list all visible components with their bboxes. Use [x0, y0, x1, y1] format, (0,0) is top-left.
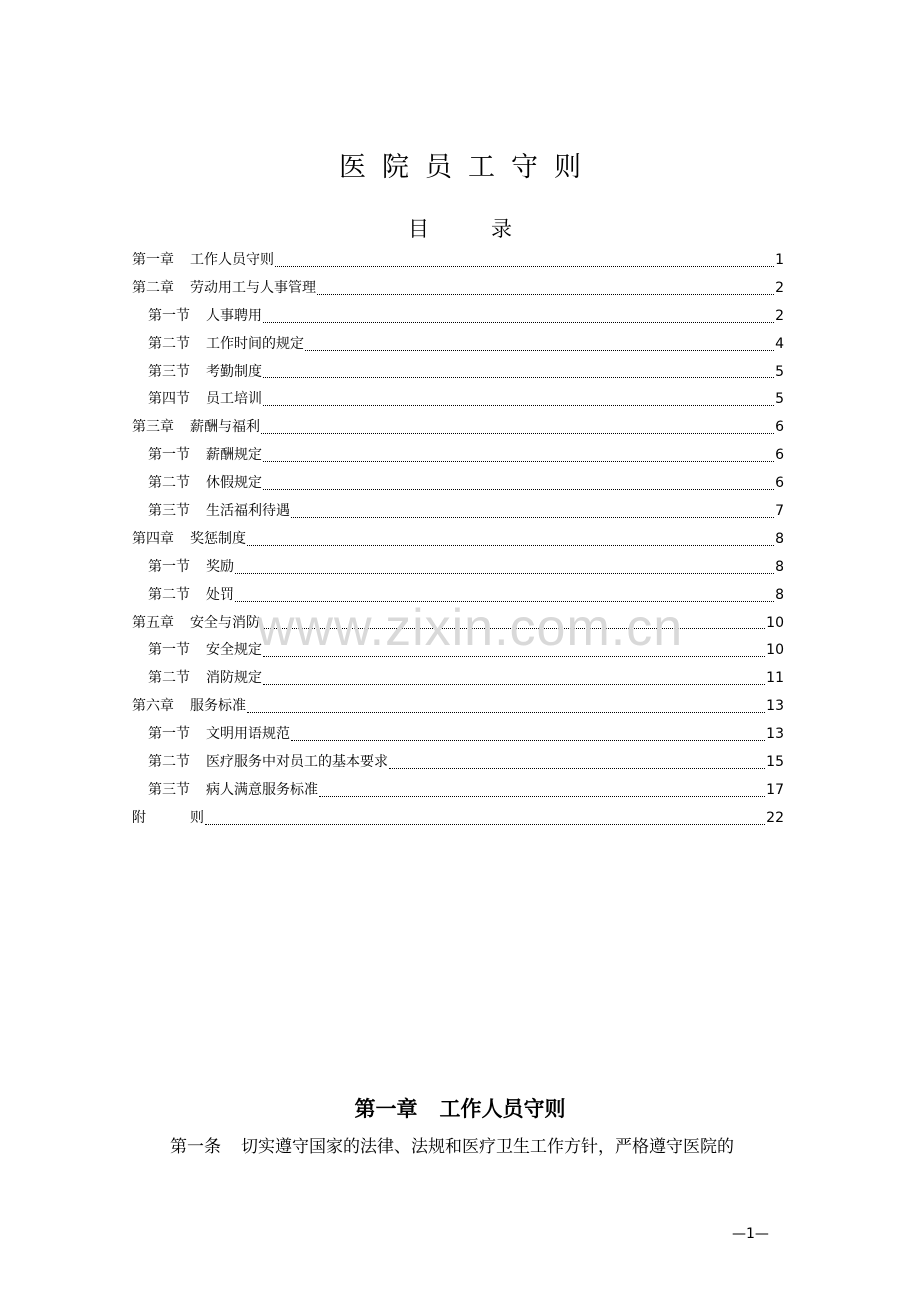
page-number: —1—: [732, 1226, 769, 1242]
toc-entry-page: 6: [775, 419, 784, 436]
toc-entry[interactable]: [132, 441, 784, 469]
toc-entry-title: 处罚: [206, 586, 234, 603]
toc-entry-page: 8: [775, 586, 784, 603]
toc-entry-number: 第一节: [148, 307, 190, 324]
toc-entry[interactable]: [132, 692, 784, 720]
toc-entry-number: 第三节: [148, 363, 190, 380]
toc-leader-dots: [247, 711, 765, 713]
toc-leader-dots: [263, 404, 774, 406]
toc-entry-number: 附: [132, 809, 174, 826]
toc-heading: 目录: [408, 217, 574, 241]
toc-entry-title: 奖惩制度: [190, 530, 246, 547]
toc-entry-title: 工作人员守则: [190, 251, 274, 268]
toc-entry-page: 7: [775, 502, 784, 519]
toc-entry-page: 15: [766, 753, 784, 770]
toc-entry-title: 安全规定: [206, 642, 262, 659]
toc-entry-page: 10: [766, 614, 784, 631]
toc-entry-page: 11: [766, 670, 784, 687]
toc-entry[interactable]: [132, 720, 784, 748]
toc-entry-number: 第一节: [148, 726, 190, 743]
toc-entry-number: 第五章: [132, 614, 174, 631]
toc-leader-dots: [235, 600, 774, 602]
toc-leader-dots: [263, 321, 774, 323]
toc-entry-number: 第三节: [148, 781, 190, 798]
toc-entry-number: 第六章: [132, 698, 174, 715]
toc-entry-page: 6: [775, 447, 784, 464]
article-number: 第一条: [170, 1137, 221, 1157]
toc-entry-page: 6: [775, 475, 784, 492]
toc-entry-page: 8: [775, 530, 784, 547]
toc-entry[interactable]: [132, 609, 784, 637]
chapter-name: 工作人员守则: [439, 1097, 566, 1121]
toc-entry-page: 10: [766, 642, 784, 659]
toc-entry[interactable]: [132, 246, 784, 274]
toc-leader-dots: [263, 488, 774, 490]
toc-leader-dots: [317, 293, 774, 295]
toc-entry-title: 病人满意服务标准: [206, 781, 318, 798]
toc-entry-title: 安全与消防: [190, 614, 260, 631]
toc-leader-dots: [319, 795, 765, 797]
toc-entry[interactable]: [132, 358, 784, 386]
article-text: 切实遵守国家的法律、法规和医疗卫生工作方针，严格遵守医院的: [241, 1137, 734, 1157]
toc-entry-number: 第三节: [148, 502, 190, 519]
toc-entry-number: 第一节: [148, 558, 190, 575]
toc-entry-title: 薪酬与福利: [190, 419, 260, 436]
toc-entry-title: 考勤制度: [206, 363, 262, 380]
toc-entry[interactable]: [132, 385, 784, 413]
toc-entry-title: 文明用语规范: [206, 726, 290, 743]
toc-entry[interactable]: [132, 274, 784, 302]
toc-entry-number: 第二章: [132, 279, 174, 296]
toc-entry-title: 员工培训: [206, 391, 262, 408]
toc-entry-page: 2: [775, 307, 784, 324]
toc-entry[interactable]: [132, 553, 784, 581]
toc-leader-dots: [263, 683, 765, 685]
toc-entry[interactable]: [132, 302, 784, 330]
toc-entry-page: 5: [775, 363, 784, 380]
toc-entry-title: 休假规定: [206, 475, 262, 492]
toc-entry-title: 人事聘用: [206, 307, 262, 324]
toc-entry[interactable]: [132, 664, 784, 692]
toc-entry[interactable]: [132, 636, 784, 664]
toc-leader-dots: [275, 265, 774, 267]
toc-entry-title: 消防规定: [206, 670, 262, 687]
toc-entry-number: 第二节: [148, 475, 190, 492]
toc-entry-page: 2: [775, 279, 784, 296]
toc-entry-title: 则: [190, 809, 204, 826]
toc-entry-title: 薪酬规定: [206, 447, 262, 464]
toc-entry-title: 医疗服务中对员工的基本要求: [206, 753, 388, 770]
toc-leader-dots: [235, 572, 774, 574]
toc-leader-dots: [263, 655, 765, 657]
toc-entry-number: 第二节: [148, 753, 190, 770]
toc-entry-page: 13: [766, 726, 784, 743]
chapter-title: [0, 1093, 920, 1123]
toc-entry-number: 第二节: [148, 335, 190, 352]
toc-entry[interactable]: [132, 525, 784, 553]
toc-entry[interactable]: [132, 748, 784, 776]
toc-entry[interactable]: [132, 330, 784, 358]
toc-leader-dots: [205, 823, 765, 825]
toc-entry-number: 第一节: [148, 447, 190, 464]
toc-entry-page: 5: [775, 391, 784, 408]
toc-entry-page: 4: [775, 335, 784, 352]
toc-entry-page: 8: [775, 558, 784, 575]
toc-entry-page: 13: [766, 698, 784, 715]
toc-entry-title: 生活福利待遇: [206, 502, 290, 519]
toc-entry-number: 第一节: [148, 642, 190, 659]
toc-entry-page: 1: [775, 251, 784, 268]
toc-entry[interactable]: [132, 776, 784, 804]
toc-entry[interactable]: [132, 497, 784, 525]
watermark: www.zixin.com.cn: [256, 599, 684, 657]
toc-entry[interactable]: [132, 413, 784, 441]
toc-entry-number: 第二节: [148, 670, 190, 687]
toc-entry-number: 第三章: [132, 419, 174, 436]
document-title: 医院员工守则: [339, 152, 597, 183]
toc-entry-title: 服务标准: [190, 698, 246, 715]
chapter-number: 第一章: [354, 1097, 418, 1121]
table-of-contents: [132, 246, 784, 832]
toc-leader-dots: [291, 516, 774, 518]
toc-entry-page: 22: [766, 809, 784, 826]
toc-entry-page: 17: [766, 781, 784, 798]
toc-leader-dots: [261, 432, 774, 434]
toc-entry[interactable]: [132, 581, 784, 609]
toc-leader-dots: [389, 767, 765, 769]
toc-entry-number: 第四章: [132, 530, 174, 547]
toc-entry-number: 第一章: [132, 251, 174, 268]
article-paragraph: [170, 1132, 810, 1157]
toc-entry-title: 奖励: [206, 558, 234, 575]
toc-leader-dots: [305, 349, 774, 351]
toc-leader-dots: [247, 544, 774, 546]
toc-entry-title: 劳动用工与人事管理: [190, 279, 316, 296]
toc-leader-dots: [263, 460, 774, 462]
toc-leader-dots: [263, 376, 774, 378]
toc-entry-number: 第二节: [148, 586, 190, 603]
toc-entry-title: 工作时间的规定: [206, 335, 304, 352]
toc-entry[interactable]: [132, 804, 784, 832]
toc-entry[interactable]: [132, 469, 784, 497]
toc-leader-dots: [261, 627, 765, 629]
toc-leader-dots: [291, 739, 765, 741]
toc-entry-number: 第四节: [148, 391, 190, 408]
